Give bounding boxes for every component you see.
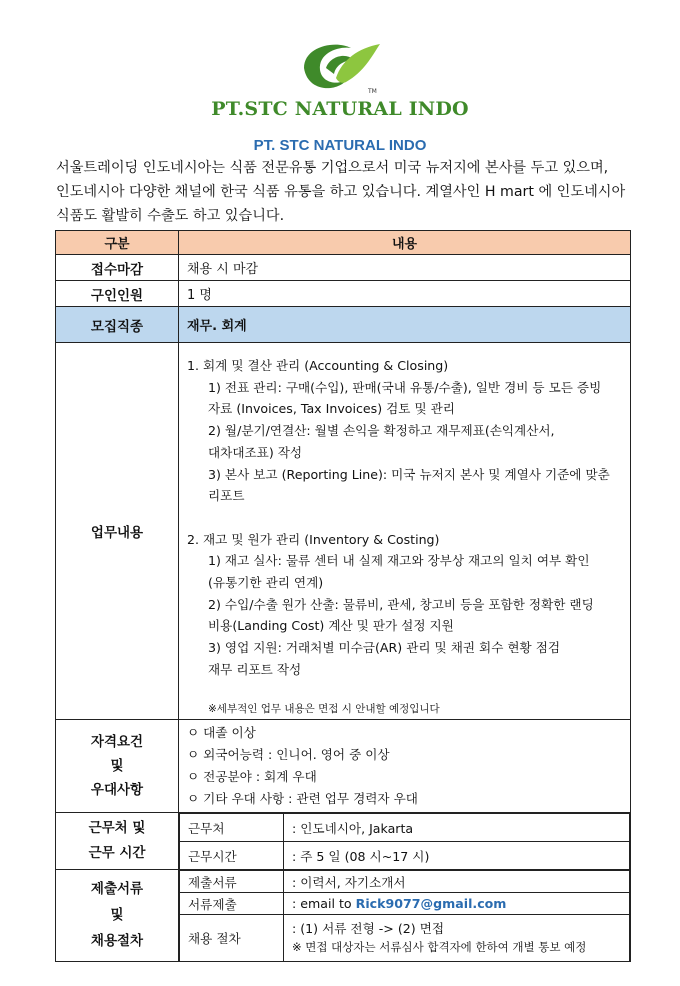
process-row	[180, 915, 630, 961]
duty-line	[187, 507, 622, 529]
headcount-label: 구인인원	[56, 281, 179, 307]
duty-line: 3) 영업 지원: 거래처별 미수금(AR) 관리 및 채권 회수 현황 점검	[208, 640, 561, 656]
qualification-item: ㅇ 기타 우대 사항 : 관련 업무 경력자 우대	[187, 790, 418, 806]
logo-wordmark: PT.STC NATURAL INDO	[211, 98, 469, 120]
leaf-logo-icon	[296, 38, 386, 98]
duty-line: 1) 전표 관리: 구매(수입), 판매(국내 유통/수출), 일반 경비 등 모든 증빙	[208, 379, 602, 395]
duties-row	[56, 343, 631, 720]
duties-note: ※세부적인 업무 내용은 면접 시 안내할 예정입니다	[208, 702, 440, 715]
email-link[interactable]: Rick9077@gmail.com	[355, 896, 507, 912]
qualifications-label-line: 및	[110, 757, 124, 774]
duty-line: 2) 월/분기/연결산: 월별 손익을 확정하고 재무제표(손익계산서,	[208, 423, 555, 439]
process-key: 채용 절차	[180, 915, 284, 961]
submission-table	[179, 870, 630, 961]
submission-label-line: 제출서류	[90, 881, 144, 898]
duty-line: 2) 수입/수출 원가 산출: 물류비, 관세, 창고비 등을 포함한 정확한 랜딩	[208, 596, 594, 612]
duty-line: 2. 재고 및 원가 관리 (Inventory & Costing)	[187, 531, 440, 547]
duty-line: 3) 본사 보고 (Reporting Line): 미국 뉴저지 본사 및 계열사 기준에 맞춘	[208, 466, 610, 482]
qualifications-row	[56, 719, 631, 812]
qualification-item: ㅇ 전공분야 : 회계 우대	[187, 768, 317, 784]
documents-key: 제출서류	[180, 871, 284, 893]
intro-paragraph	[56, 156, 631, 228]
trademark-mark: TM	[368, 88, 377, 95]
work-hours-key: 근무시간	[180, 841, 284, 869]
workplace-location-row	[180, 813, 630, 841]
headcount-row	[56, 281, 631, 307]
qualifications-content	[179, 719, 631, 812]
qualifications-label	[56, 719, 179, 812]
intro-line: 인도네시아 다양한 채널에 한국 식품 유통을 하고 있습니다. 계열사인 H mart 에 인도네시아	[56, 184, 626, 200]
send-value	[284, 893, 630, 915]
position-value: 재무. 회계	[179, 307, 631, 343]
duty-line: (유통기한 관리 연계)	[208, 575, 324, 591]
company-logo	[0, 38, 680, 124]
submission-row	[56, 870, 631, 962]
workplace-row	[56, 812, 631, 870]
deadline-row	[56, 255, 631, 281]
duty-line: 재무 리포트 작성	[208, 661, 302, 677]
header-category: 구분	[56, 231, 179, 255]
duty-line: 자료 (Invoices, Tax Invoices) 검토 및 관리	[208, 401, 455, 417]
workplace-table	[179, 813, 630, 870]
deadline-label: 접수마감	[56, 255, 179, 281]
workplace-content	[179, 812, 631, 870]
workplace-label-line: 근무 시간	[88, 844, 146, 861]
duty-line: 리포트	[208, 488, 245, 504]
process-note: ※ 면접 대상자는 서류심사 합격자에 한하여 개별 통보 예정	[292, 939, 587, 954]
intro-line: 식품도 활발히 수출도 하고 있습니다.	[56, 208, 285, 224]
workplace-value: : 인도네시아, Jakarta	[284, 813, 630, 841]
submission-content	[179, 870, 631, 962]
intro-line: 서울트레이딩 인도네시아는 식품 전문유통 기업으로서 미국 뉴저지에 본사를 두고 있으며,	[56, 160, 609, 176]
work-hours-value: : 주 5 일 (08 시~17 시)	[284, 841, 630, 869]
submission-label-line: 및	[110, 907, 124, 924]
duty-line: 비용(Landing Cost) 계산 및 판가 설정 지원	[208, 618, 454, 634]
qualifications-label-line: 자격요건	[90, 733, 144, 750]
company-title: PT. STC NATURAL INDO	[253, 137, 427, 154]
duties-list	[187, 355, 622, 681]
job-posting-table	[55, 230, 631, 962]
send-prefix: : email to	[292, 896, 352, 912]
submission-label-line: 채용절차	[90, 933, 144, 950]
submission-label	[56, 870, 179, 962]
duties-content	[179, 343, 631, 720]
duty-line: 대차대조표) 작성	[208, 444, 303, 460]
workplace-label-line: 근무처 및	[88, 819, 146, 836]
process-value	[284, 915, 630, 961]
workplace-hours-row	[180, 841, 630, 869]
qualification-item: ㅇ 대졸 이상	[187, 724, 256, 740]
process-steps: : (1) 서류 전형 -> (2) 면접	[292, 920, 445, 936]
table-header-row	[56, 231, 631, 255]
deadline-value: 채용 시 마감	[179, 255, 631, 281]
headcount-value: 1 명	[179, 281, 631, 307]
duty-line: 1. 회계 및 결산 관리 (Accounting & Closing)	[187, 358, 449, 373]
qualifications-label-line: 우대사항	[90, 781, 144, 798]
documents-value: : 이력서, 자기소개서	[284, 871, 630, 893]
duty-line: 1) 재고 실사: 물류 센터 내 실제 재고와 장부상 재고의 일치 여부 확인	[208, 553, 590, 569]
workplace-label	[56, 812, 179, 870]
position-row	[56, 307, 631, 343]
qualification-item: ㅇ 외국어능력 : 인니어. 영어 중 이상	[187, 746, 390, 762]
send-row	[180, 893, 630, 915]
position-label: 모집직종	[56, 307, 179, 343]
duties-label: 업무내용	[56, 343, 179, 720]
header-content: 내용	[179, 231, 631, 255]
documents-row	[180, 871, 630, 893]
send-key: 서류제출	[180, 893, 284, 915]
workplace-key: 근무처	[180, 813, 284, 841]
